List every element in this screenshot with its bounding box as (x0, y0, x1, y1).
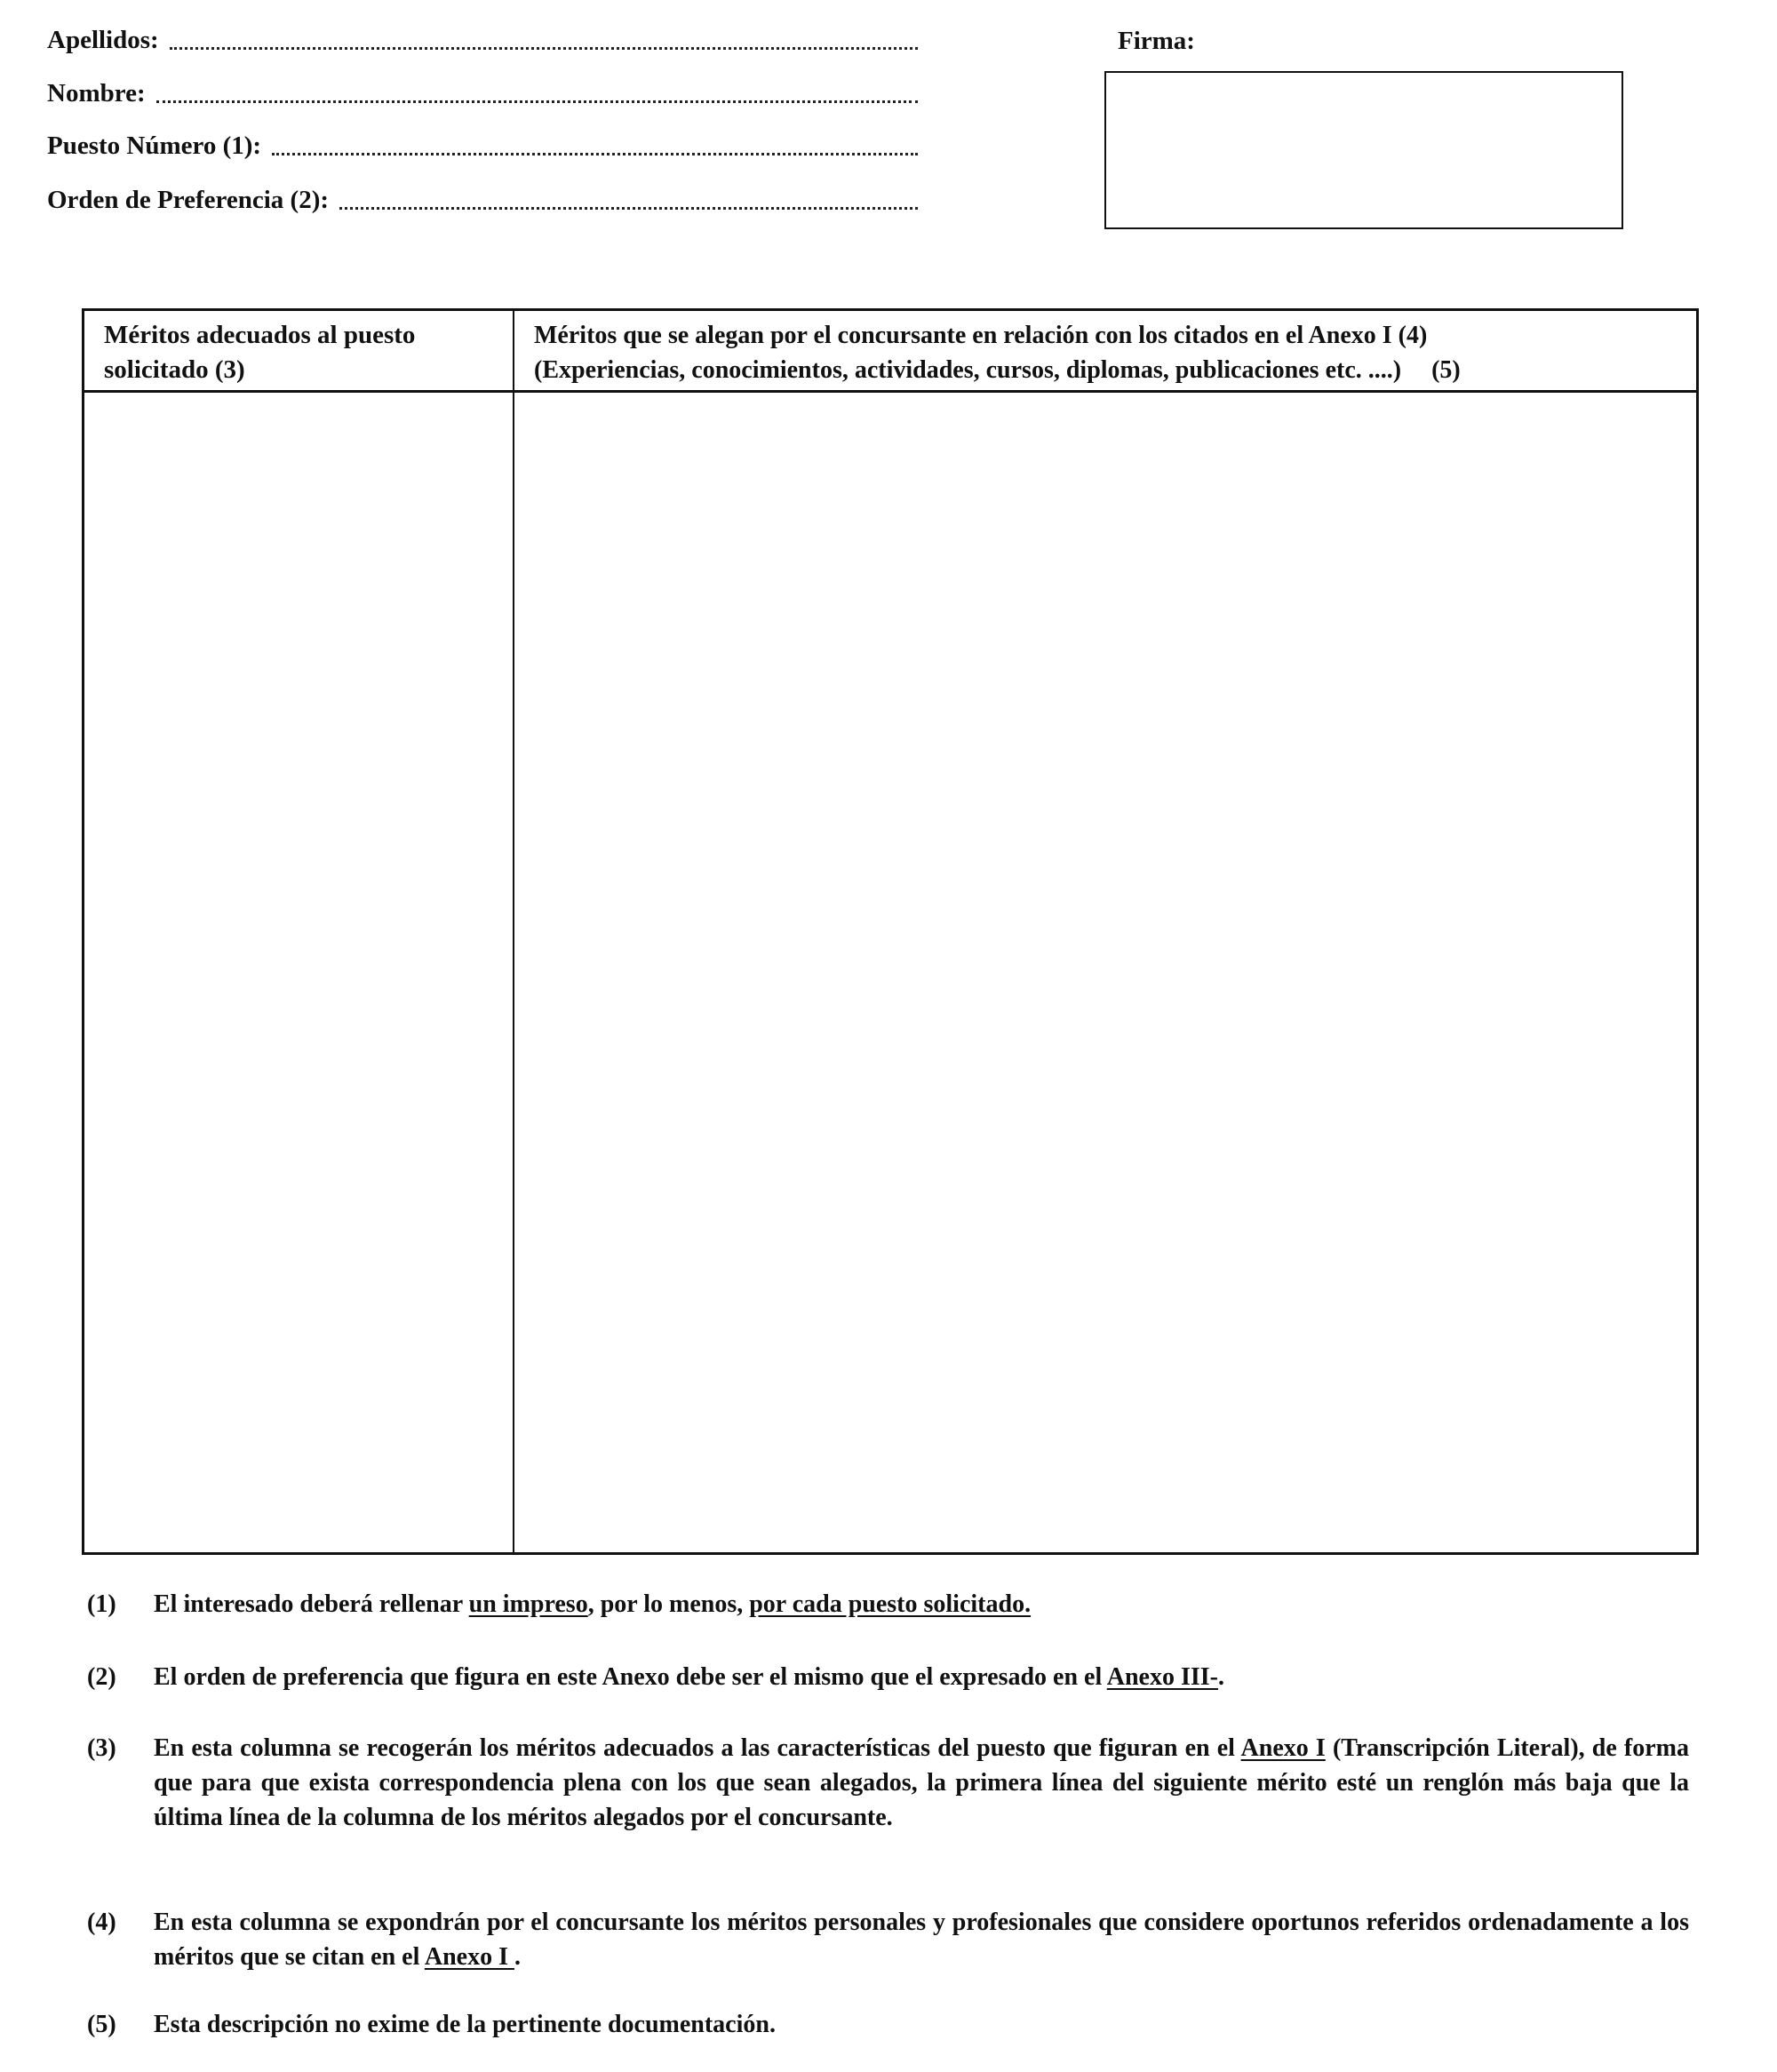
apellidos-dotted-line[interactable] (170, 46, 918, 50)
puesto-numero-dotted-line[interactable] (272, 152, 918, 155)
text-segment: En esta columna se expondrán por el concursante los méritos personales y profesionales que considere oportunos referidos ordenadamente a los méritos que se citan en el (154, 1909, 1689, 1971)
underlined-segment: Anexo I (1240, 1734, 1326, 1762)
footnote-number: (5) (87, 2011, 116, 2038)
footnote-number: (4) (87, 1909, 116, 1936)
col1-header-line: Méritos adecuados al puesto (104, 321, 416, 349)
col2-header-line: Méritos que se alegan por el concursante en relación con los citados en el Anexo I (4) (534, 322, 1428, 349)
footnote-4 (87, 1905, 1689, 1974)
text-segment: (Transcripción Literal), de forma que para que exista correspondencia plena con los que sean alegados, la primera línea del siguiente mérito esté un renglón más baja que la última línea de la columna de los méritos alegados por el concursante. (154, 1734, 1689, 1831)
puesto-numero-label: Puesto Número (1): (47, 131, 262, 160)
col1-body-cell[interactable] (84, 393, 511, 1552)
nombre-label: Nombre: (47, 79, 146, 108)
merits-table (82, 308, 1699, 1555)
col1-header-line: solicitado (3) (104, 355, 245, 384)
text-segment: Esta descripción no exime de la pertinente documentación. (154, 2011, 776, 2038)
underlined-segment: un impreso (468, 1590, 588, 1618)
apellidos-field[interactable] (47, 18, 918, 53)
footnote-2 (87, 1660, 1689, 1694)
apellidos-label: Apellidos: (47, 26, 159, 54)
column-divider (513, 311, 514, 1552)
text-segment: En esta columna se recogerán los méritos adecuados a las características del puesto que figuran en el (154, 1734, 1241, 1762)
footnote-number: (2) (87, 1663, 116, 1691)
footnote-1 (87, 1587, 1689, 1622)
footnote-text (154, 1587, 1689, 1622)
footnote-text (154, 2007, 1689, 2042)
underlined-segment: Anexo I (424, 1943, 514, 1971)
text-segment: El interesado deberá rellenar (154, 1590, 469, 1618)
orden-preferencia-dotted-line[interactable] (339, 206, 918, 210)
col2-header-line: (Experiencias, conocimientos, actividades, cursos, diplomas, publicaciones etc. ....) (534, 356, 1402, 384)
underlined-segment: Anexo III- (1106, 1663, 1218, 1691)
puesto-numero-field[interactable] (47, 124, 918, 159)
footnote-text (154, 1731, 1689, 1835)
signature-label: Firma: (1118, 27, 1195, 55)
col1-header (104, 318, 504, 387)
signature-box[interactable] (1104, 71, 1623, 229)
footnote-text (154, 1905, 1689, 1974)
nombre-field[interactable] (47, 71, 918, 107)
col2-body-cell[interactable] (515, 393, 1696, 1552)
nombre-dotted-line[interactable] (156, 100, 918, 103)
col2-header (534, 318, 1680, 387)
footnote-number: (1) (87, 1590, 116, 1618)
footnote-5 (87, 2007, 1689, 2042)
text-segment: . (1217, 1663, 1224, 1691)
footnote-number: (3) (87, 1734, 116, 1762)
text-segment: El orden de preferencia que figura en este Anexo debe ser el mismo que el expresado en el (154, 1663, 1107, 1691)
footnote-3 (87, 1731, 1689, 1835)
text-segment: . (514, 1943, 521, 1971)
col2-header-note-ref: (5) (1431, 356, 1461, 384)
orden-preferencia-field[interactable] (47, 178, 918, 213)
orden-preferencia-label: Orden de Preferencia (2): (47, 186, 330, 214)
text-segment: , por lo menos, (587, 1590, 750, 1618)
footnote-text (154, 1660, 1689, 1694)
underlined-segment: por cada puesto solicitado. (749, 1590, 1032, 1618)
